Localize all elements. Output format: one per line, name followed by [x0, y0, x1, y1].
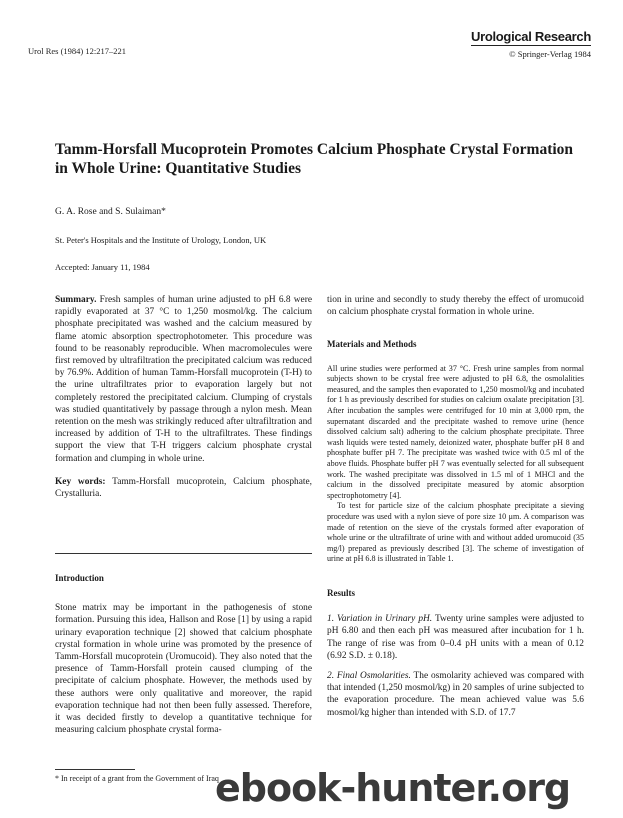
summary-paragraph	[55, 294, 312, 465]
footnote: * In receipt of a grant from the Government of Iraq	[55, 774, 219, 783]
keywords-text: Tamm-Horsfall mucoprotein, Calcium phosphate, Crystalluria.	[55, 476, 312, 500]
right-column	[327, 294, 584, 719]
journal-citation: Urol Res (1984) 12:217–221	[28, 46, 126, 56]
footnote-rule	[55, 769, 135, 770]
methods-paragraph-2: To test for particle size of the calcium phosphate precipitate a sieving procedure was used with a nylon sieve of pore size 10 μm. A comparison was made of retention on the sieve of the crystals formed after evaporation of whole urine or the ultrafiltrate of urine with and without added uromucoid (35 mg/l) prepared as previously described [3]. The scheme of investigation of urine at pH 6.8 is illustrated in Table 1.	[327, 501, 584, 564]
article-title: Tamm-Horsfall Mucoprotein Promotes Calcium Phosphate Crystal Formation in Whole Urine: Quantitative Studies	[55, 141, 574, 177]
results-item-2-label: 2. Final Osmolarities.	[327, 670, 411, 681]
article-authors: G. A. Rose and S. Sulaiman*	[55, 207, 166, 217]
keywords-paragraph	[55, 476, 312, 500]
summary-text: Fresh samples of human urine adjusted to pH 6.8 were rapidly evaporated at 37 °C to 1,250 mosmol/kg. The calcium phosphate precipitated was washed and the calcium measured by flame atomic absorption spectrophotometer. This procedure was found to be reasonably reproducible. When macromolecules were first removed by ultrafiltration the precipitated calcium was reduced by 76.9%. Addition of human Tamm-Horsfall mucoprotein (T-H) to the urine ultrafiltrates prior to evaporation largely but not completely restored the precipitated calcium. Clumping of crystals was studied quantitatively by passage through a nylon mesh. Mean retention on the mesh was strikingly reduced after ultrafiltration and increased by addition of T-H to the ultrafiltrates. These findings support the view that T-H triggers calcium phosphate crystal formation and clumping in whole urine.	[55, 295, 312, 464]
author-affiliation: St. Peter's Hospitals and the Institute of Urology, London, UK	[55, 235, 267, 245]
results-item-1-text: Twenty urine samples were adjusted to pH 6.80 and then each pH was measured after incubation for 1 h. The range of rise was from 0–0.4 pH units with a mean of 0.12 (6.92 S.D. ± 0.18).	[327, 614, 584, 661]
introduction-section	[55, 572, 312, 736]
introduction-text: Stone matrix may be important in the pathogenesis of stone formation. Pursuing this idea, Hallson and Rose [1] by using a rapid urinary evaporation technique [2] showed that calcium phosphate crystal formation in whole urine was promoted by the presence of Tamm-Horsfall mucoprotein (Uromucoid). They also noted that the presence of Tamm-Horsfall protein caused clumping of the precipitate of calcium phosphate. However, the methods used by these authors were only qualitative and moreover, the rapid evaporation technique had not then been fully assessed. Therefore, it was decided firstly to develop a quantitative technique for measuring calcium phosphate crystal forma-	[55, 603, 312, 736]
results-heading: Results	[327, 587, 356, 598]
introduction-heading: Introduction	[55, 573, 104, 583]
accepted-date: Accepted: January 11, 1984	[55, 262, 150, 272]
results-item-2	[327, 670, 584, 719]
publisher-copyright: © Springer-Verlag 1984	[509, 49, 591, 59]
left-column	[55, 294, 312, 500]
watermark-text: ebook-hunter.org	[215, 766, 571, 810]
methods-paragraph-1: All urine studies were performed at 37 °C. Fresh urine samples from normal subjects shown to be crystal free were adjusted to pH 6.8, the osmolalities measured, and the samples then evaporated to 1,250 mosmol/kg and incubated for 1 h as previously described for studies on calcium oxalate precipitation [3]. After incubation the samples were centrifuged for 10 min at 3,000 rpm, the supernatant discarded and the precipitate washed to remove urine (hence dissolved calcium salt) adhering to the calcium phosphate precipitate. Three wash liquids were tested namely, deionized water, phosphate buffer pH 8 and phosphate buffer pH 7. The precipitate was washed twice with 0.5 ml of the above fluids. Phosphate buffer pH 7 was eventually selected for all subsequent work. The washed precipitate was dissolved in 1.5 ml of 1 MHCl and the calcium in the dissolved precipitate measured by atomic absorption spectrophotometry [4].	[327, 363, 584, 500]
methods-heading: Materials and Methods	[327, 339, 417, 350]
results-item-1	[327, 613, 584, 662]
keywords-label: Key words:	[55, 476, 106, 487]
section-divider	[55, 553, 312, 554]
introduction-continuation: tion in urine and secondly to study thereby the effect of uromucoid on calcium phosphate crystal formation in whole urine.	[327, 295, 584, 318]
results-item-2-text: The osmolarity achieved was compared with that intended (1,250 mosmol/kg) in 20 samples of urine subjected to the evaporation procedure. The mean achieved value was 5.6 mosmol/kg higher than intended with S.D. of 17.7	[327, 670, 584, 718]
journal-name: Urological Research	[470, 29, 591, 44]
summary-label: Summary.	[55, 295, 97, 305]
journal-masthead	[471, 28, 591, 59]
results-item-1-label: 1. Variation in Urinary pH.	[327, 614, 433, 625]
